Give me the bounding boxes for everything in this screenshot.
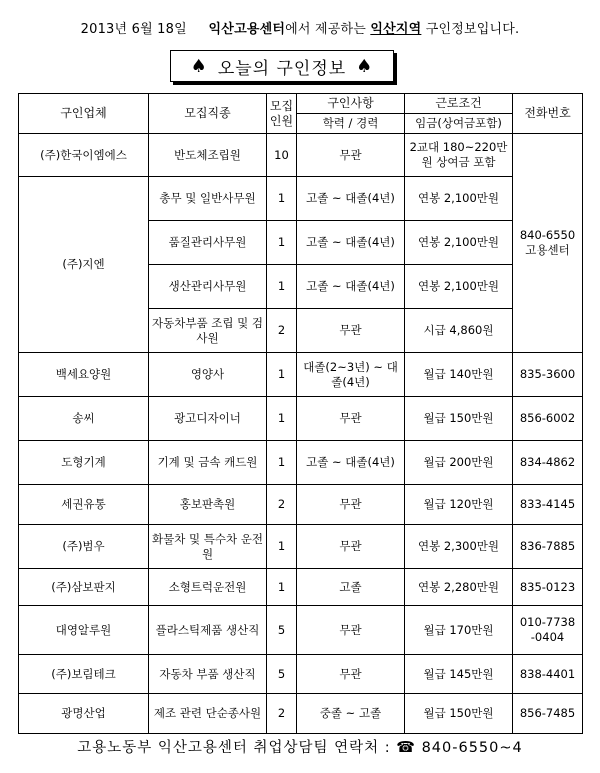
count-cell: 10 — [267, 134, 297, 177]
count-cell: 1 — [267, 525, 297, 569]
wage-cell: 월급 150만원 — [405, 694, 513, 734]
company-cell: (주)한국이엠에스 — [19, 134, 149, 177]
table-row — [19, 485, 583, 525]
table-row — [19, 397, 583, 441]
count-cell: 1 — [267, 569, 297, 606]
header-count: 모집인원 — [267, 94, 297, 134]
phone-cell: 836-7885 — [513, 525, 583, 569]
intro-region: 익산지역 — [370, 22, 422, 37]
education-cell: 고졸 ~ 대졸(4년) — [297, 177, 405, 221]
job-cell: 품질관리사무원 — [149, 221, 267, 265]
footer-phone: 840-6550~4 — [421, 740, 523, 756]
company-cell: (주)범우 — [19, 525, 149, 569]
company-cell: (주)삼보판지 — [19, 569, 149, 606]
count-cell: 1 — [267, 265, 297, 309]
wage-cell: 2교대 180~220만원 상여금 포함 — [405, 134, 513, 177]
header-job: 모집직종 — [149, 94, 267, 134]
table-row — [19, 134, 583, 177]
company-cell: 세권유통 — [19, 485, 149, 525]
table-row — [19, 441, 583, 485]
header-company: 구인업체 — [19, 94, 149, 134]
education-cell: 무관 — [297, 485, 405, 525]
telephone-icon: ☎ — [396, 738, 416, 756]
education-cell: 고졸 — [297, 569, 405, 606]
wage-cell: 월급 120만원 — [405, 485, 513, 525]
count-cell: 1 — [267, 397, 297, 441]
company-cell: 대영알루원 — [19, 606, 149, 655]
wage-cell: 연봉 2,100만원 — [405, 177, 513, 221]
wage-cell: 월급 150만원 — [405, 397, 513, 441]
table-row — [19, 525, 583, 569]
education-cell: 무관 — [297, 525, 405, 569]
company-cell: 광명산업 — [19, 694, 149, 734]
wage-cell: 시급 4,860원 — [405, 309, 513, 353]
wage-cell: 연봉 2,280만원 — [405, 569, 513, 606]
footer-text: 고용노동부 익산고용센터 취업상담팀 연락처 : — [77, 740, 391, 756]
spade-icon: ♠ — [356, 55, 374, 77]
phone-cell: 835-0123 — [513, 569, 583, 606]
table-row — [19, 569, 583, 606]
job-cell: 생산관리사무원 — [149, 265, 267, 309]
wage-cell: 연봉 2,100만원 — [405, 221, 513, 265]
count-cell: 1 — [267, 177, 297, 221]
header-requirements: 구인사항 — [297, 94, 405, 114]
job-cell: 홍보판촉원 — [149, 485, 267, 525]
job-cell: 플라스틱제품 생산직 — [149, 606, 267, 655]
job-cell: 자동차 부품 생산직 — [149, 655, 267, 694]
job-cell: 총무 및 일반사무원 — [149, 177, 267, 221]
count-cell: 1 — [267, 353, 297, 397]
job-table — [18, 93, 583, 734]
company-cell: 백세요양원 — [19, 353, 149, 397]
header-phone: 전화번호 — [513, 94, 583, 134]
table-row — [19, 177, 583, 221]
phone-cell: 838-4401 — [513, 655, 583, 694]
company-cell: (주)지엔 — [19, 177, 149, 353]
count-cell: 2 — [267, 485, 297, 525]
intro-line — [0, 18, 600, 37]
contact-footer — [0, 736, 600, 757]
table-row — [19, 353, 583, 397]
table-row — [19, 655, 583, 694]
count-cell: 5 — [267, 655, 297, 694]
company-cell: (주)보림테크 — [19, 655, 149, 694]
page-title — [170, 50, 394, 82]
phone-cell: 835-3600 — [513, 353, 583, 397]
phone-cell: 856-7485 — [513, 694, 583, 734]
job-cell: 소형트럭운전원 — [149, 569, 267, 606]
company-cell: 도형기계 — [19, 441, 149, 485]
education-cell: 무관 — [297, 655, 405, 694]
education-cell: 고졸 ~ 대졸(4년) — [297, 265, 405, 309]
job-cell: 기계 및 금속 캐드원 — [149, 441, 267, 485]
spade-icon: ♠ — [190, 55, 208, 77]
intro-center: 익산고용센터 — [208, 22, 286, 37]
header-wage: 임금(상여금포함) — [405, 114, 513, 134]
wage-cell: 연봉 2,100만원 — [405, 265, 513, 309]
education-cell: 고졸 ~ 대졸(4년) — [297, 441, 405, 485]
phone-cell: 840-6550 고용센터 — [513, 134, 583, 353]
education-cell: 중졸 ~ 고졸 — [297, 694, 405, 734]
intro-text-1: 에서 제공하는 — [285, 22, 371, 37]
page-title-text: 오늘의 구인정보 — [217, 58, 347, 79]
education-cell: 무관 — [297, 606, 405, 655]
wage-cell: 월급 170만원 — [405, 606, 513, 655]
job-cell: 제조 관련 단순종사원 — [149, 694, 267, 734]
education-cell: 대졸(2~3년) ~ 대졸(4년) — [297, 353, 405, 397]
company-cell: 송씨 — [19, 397, 149, 441]
education-cell: 무관 — [297, 309, 405, 353]
job-cell: 영양사 — [149, 353, 267, 397]
wage-cell: 월급 200만원 — [405, 441, 513, 485]
count-cell: 2 — [267, 309, 297, 353]
wage-cell: 월급 145만원 — [405, 655, 513, 694]
header-conditions: 근로조건 — [405, 94, 513, 114]
wage-cell: 연봉 2,300만원 — [405, 525, 513, 569]
count-cell: 1 — [267, 221, 297, 265]
job-cell: 자동차부품 조립 및 검사원 — [149, 309, 267, 353]
table-row — [19, 606, 583, 655]
intro-text-2: 구인정보입니다. — [421, 22, 520, 37]
job-cell: 광고디자이너 — [149, 397, 267, 441]
education-cell: 고졸 ~ 대졸(4년) — [297, 221, 405, 265]
education-cell: 무관 — [297, 134, 405, 177]
count-cell: 5 — [267, 606, 297, 655]
header-education: 학력 / 경력 — [297, 114, 405, 134]
education-cell: 무관 — [297, 397, 405, 441]
job-cell: 반도체조립원 — [149, 134, 267, 177]
table-row — [19, 694, 583, 734]
job-cell: 화물차 및 특수차 운전원 — [149, 525, 267, 569]
phone-cell: 856-6002 — [513, 397, 583, 441]
phone-cell: 010-7738 -0404 — [513, 606, 583, 655]
count-cell: 1 — [267, 441, 297, 485]
wage-cell: 월급 140만원 — [405, 353, 513, 397]
phone-cell: 833-4145 — [513, 485, 583, 525]
phone-cell: 834-4862 — [513, 441, 583, 485]
intro-date: 2013년 6월 18일 — [80, 22, 187, 37]
count-cell: 2 — [267, 694, 297, 734]
